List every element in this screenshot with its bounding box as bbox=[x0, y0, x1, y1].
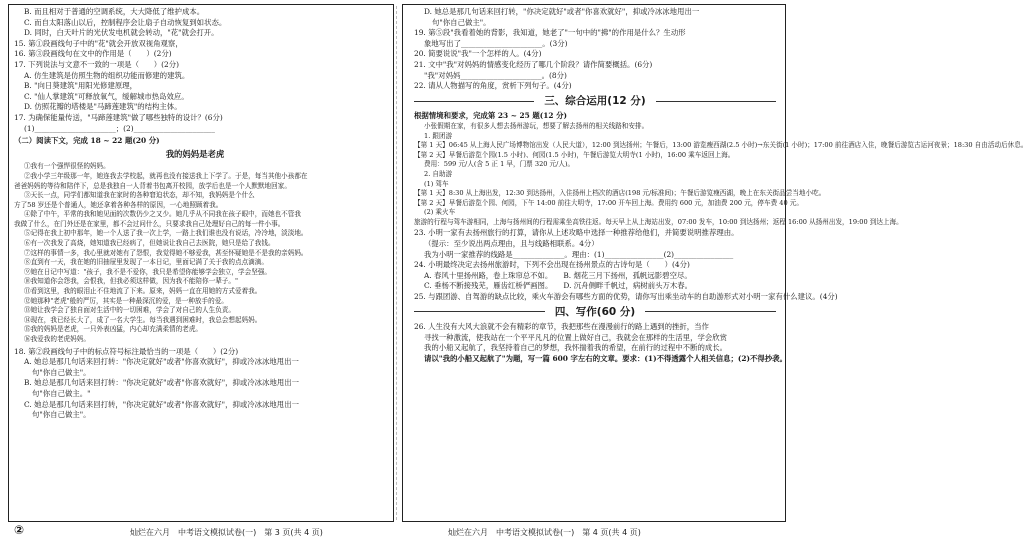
option-row: C. 垂杨不断接残芜，雁齿红桥俨画图。 D. 沉舟侧畔千帆过，病树前头万木春。 bbox=[424, 281, 693, 291]
option-a-cont: 句"你自己做主"。 bbox=[32, 367, 91, 377]
article-paragraph: 方了58 岁还是个普通人，她还拿着各种各样的原因，一心地照顾着我。 bbox=[14, 200, 223, 209]
question-19: 19. 第⑤段"我看着她的背影，我知道，她老了"一句中的"拂"的作用是什么？生动形 bbox=[414, 28, 686, 38]
question-25: 25. 与跟团游、自驾游的缺点比较，乘火车游会有哪些方面的优势，请你写出乘坐动车的自助游形式对小明一家有什么建议。(4分) bbox=[414, 292, 838, 302]
question-18-block bbox=[14, 347, 376, 421]
article-paragraph: ⑬她让我学会了独自面对生活中的一切困难，学会了对自己的人生负责。 bbox=[24, 306, 235, 315]
question-23: 23. 小明一家有去扬州旅行的打算，请你从上述攻略中选择一种推荐给他们，并简要说明推荐理由。 bbox=[414, 228, 739, 238]
question-15: 15. 第①段画线句子中的"花"就会开放双视角观察， bbox=[14, 38, 183, 48]
option-row: A. 春风十里扬州路，卷上珠帘总不如。 B. 烟花三月下扬州，孤帆远影碧空尽。 bbox=[424, 270, 692, 280]
option-d: D. 她总是那几句话来回打转，"你决定就好"或者"你喜欢就好"，抑或冷冰冰地甩出一 bbox=[424, 7, 700, 16]
heading-rule bbox=[645, 311, 776, 312]
section-3-intro: 根据情境和要求，完成第 23 ~ 25 题(12 分) bbox=[414, 111, 567, 121]
option-c: C. "仙人掌建筑"可释放氧气，缓解城市热岛效应。 bbox=[24, 91, 189, 101]
right-page bbox=[414, 7, 1027, 365]
option-b: B. "向日葵建筑"用阳光修建原理， bbox=[24, 81, 138, 91]
text-line: B. 而且相对于普通的空调系统，大大降低了维护成本。 bbox=[24, 7, 205, 16]
section-3-heading bbox=[414, 96, 776, 107]
heading-rule bbox=[656, 101, 776, 102]
question-23-hint: （提示：至少说出两点理由，且与线路相联系。4分） bbox=[424, 239, 599, 249]
left-page bbox=[14, 7, 376, 421]
article-paragraph: ③天长一点，同学们都知道我在家时的各种窘迫状态，却不知，我妈妈是个什么 bbox=[24, 191, 255, 200]
question-17: 17. 下列说法与文意不一致的一项是（ ）(2分) bbox=[14, 59, 179, 69]
option-c-cont: 句"你自己做主"。 bbox=[32, 410, 91, 420]
article-paragraph: ⑦这样的事情一多，我心里就对她有了怨恨，我觉得她不够爱我，甚至怀疑她是不是我的亲妈妈。 bbox=[24, 248, 308, 257]
article-paragraph: ⑧直到有一天，我在她的旧抽屉里发现了一本日记，里面记满了关于我的点点滴滴。 bbox=[24, 258, 268, 267]
article-paragraph: ⑭现在，我已经长大了，成了一名大学生。每当我遇到困难时，我总会想起妈妈。 bbox=[24, 315, 262, 324]
article-paragraph: ②我小学三年级那一年，她连我去学校起，就再也没有接送我上下学了。于是，每当其他小孩都在 bbox=[24, 171, 308, 180]
question-26-task: 请以"我的小船又起航了"为题，写一篇 600 字左右的文章。要求：(1)不得透露个人相关信息；(2)不得抄袭。 bbox=[424, 354, 787, 363]
travel-line: 【第 1 天】8:30 从上海出发，12:30 到达扬州，入住扬州上档次的酒店(198 元/标准间)；午餐后游览瘦西湖，晚上在东关街品尝当地小吃。 bbox=[414, 189, 826, 198]
article-paragraph: ①我有一个强悍很怪的妈妈。 bbox=[24, 162, 110, 171]
article-paragraph: ⑮我的妈妈是老虎，一只外表凶猛，内心却充满柔情的老虎。 bbox=[24, 325, 203, 334]
question-17b: 17. 为确保能量传送，"马蹄莲建筑"做了哪些独特的设计？(6分) bbox=[14, 112, 223, 122]
answer-line: (1)______________________；(2)______________________ bbox=[24, 123, 215, 133]
travel-line: 旅游的行程与驾车游相同，上海与扬州间的行程需乘坐高铁往返。每天早上从上海站出发，07:00 发车，10:00 到达扬州；返程 16:00 从扬州出发，19:00 到达上海。 bbox=[414, 217, 903, 226]
question-26-text: 寻找一种激流，使我站在一个平平凡凡的位置上做好自己，我就会在那样的生活里，学会欣赏 bbox=[424, 332, 728, 342]
question-26-text: 我的小船又起航了，我坚持着自己的梦想，我怀揣着我的希望，在前行的过程中不断的成长。 bbox=[424, 343, 728, 353]
question-21: 21. 文中"我"对妈妈的情感变化经历了哪几个阶段？请作简要概括。(6分) bbox=[414, 59, 653, 69]
travel-material bbox=[414, 121, 1027, 228]
heading-rule bbox=[414, 311, 545, 312]
travel-line: 【第 2 天】早餐后游览个园、何园，下午 14:00 前往大明寺，17:00 开车回上海。费用约 600 元，加油费 200 元，停车费 40 元。 bbox=[414, 198, 803, 207]
article-paragraph: 我做了什么，在门外还是在家里，都不会过问什么，只要求我自己处理好自己的每一件小事。 bbox=[14, 219, 285, 228]
question-25-block bbox=[414, 292, 838, 303]
left-footer: 灿烂在六月 中考语文模拟试卷(一) 第 3 页(共 4 页) bbox=[130, 528, 323, 537]
section-4-title: 四、写作(60 分) bbox=[554, 305, 636, 318]
answer-line: 象地写出了______________________。(3分) bbox=[424, 38, 568, 48]
article-body bbox=[14, 162, 376, 344]
text-line: D. 同时，白天叶片的光伏发电机就会转动，"花"就会打开。 bbox=[24, 28, 219, 38]
reading-section-label: （二）阅读下文，完成 18 ~ 22 题(20 分) bbox=[14, 136, 160, 146]
question-23-block bbox=[414, 228, 776, 260]
heading-rule bbox=[414, 101, 534, 102]
article-paragraph: ⑨她在日记中写道："孩子，我不是不爱你，我只是希望你能够学会独立，学会坚强。 bbox=[24, 267, 271, 276]
travel-line: 1. 跟团游 bbox=[424, 131, 453, 140]
article-paragraph: ⑩我知道你会怨我，会恨我，但我必须这样做，因为我不能陪你一辈子。" bbox=[24, 277, 239, 286]
option-b-cont: 句"你自己做主。" bbox=[32, 388, 91, 398]
travel-line: (2) 乘火车 bbox=[424, 208, 456, 217]
question-18: 18. 第②段画线句子中的标点符号标注最恰当的一项是（ ）(2分) bbox=[14, 346, 239, 356]
travel-line: 费用：599 元/人(含 5 正 1 早，门票 320 元/人)。 bbox=[424, 160, 575, 169]
question-24: 24. 小明最终决定去扬州旅游时，下列不会出现在扬州景点的古诗句是（ ）(4分) bbox=[414, 260, 690, 270]
option-a: A. 仿生建筑是仿照生物的组织功能而修建的建筑。 bbox=[24, 70, 190, 80]
article-paragraph: ⑥有一次我发了高烧，她知道我已经病了，但她说让我自己去医院，她只是给了我钱。 bbox=[24, 239, 275, 248]
option-a: A. 她总是那几句话来回打转："你决定就好"或者"你喜欢就好"，抑或冷冰冰地甩出一 bbox=[24, 357, 299, 367]
section-3-title: 三、综合运用(12 分) bbox=[544, 94, 646, 107]
question-20: 20. 简要说说"我"一个怎样的人。(4分) bbox=[414, 49, 542, 59]
travel-line: (1) 驾车 bbox=[424, 179, 449, 188]
travel-line: 【第 2 天】早餐后游览个园(1.5 小时)、何园(1.5 小时)，午餐后游览大明寺(1 小时)，16:00 乘车返回上海。 bbox=[414, 150, 735, 159]
left-question-block bbox=[14, 7, 376, 134]
question-26-block bbox=[414, 322, 787, 364]
question-22: 22. 请从人物描写的角度，赏析下列句子。(4分) bbox=[414, 81, 572, 91]
option-c: C. 她总是那几句话来回打转，"你决定就好"或者"你喜欢就好"，抑或冷冰冰地甩出一 bbox=[24, 399, 299, 409]
option-b: B. 她总是那几句话来回打转："你决定就好"或者"你喜欢就好"，抑或冷冰冰地甩出一 bbox=[24, 378, 300, 388]
answer-line: 我为小明一家推荐的线路是______________。理由：(1)________________(2)________________ bbox=[424, 249, 734, 259]
question-24-block bbox=[414, 260, 776, 292]
travel-line: 【第 1 天】06:45 从上海人民广场博物馆出发（人民大道），12:00 到达扬州；午餐后，13:00 游览瘦西湖(2.5 小时)→东关街(1 小时)；17:00 前往酒店入住，晚餐后游览古运河夜景；18:30 自由活动后休息。 bbox=[414, 141, 1027, 150]
answer-line: "我"对妈妈______________________。(8分) bbox=[424, 70, 567, 80]
article-title: 我的妈妈是老虎 bbox=[165, 148, 225, 159]
page-gutter bbox=[396, 6, 397, 520]
travel-line: 2. 自助游 bbox=[424, 169, 453, 178]
question-26: 26. 人生没有大风大浪就不会有精彩的章节，我把那些在漫漫前行的路上遇到的挫折，当作 bbox=[414, 322, 709, 332]
right-question-block bbox=[414, 7, 776, 92]
option-d-cont: 句"你自己做主"。 bbox=[432, 17, 491, 27]
article-paragraph: ④除了中午，平常的我和她见面的次数仍少之又少。她几乎从不同我在孩子眼中，而她也不管我 bbox=[24, 210, 301, 219]
right-footer: 灿烂在六月 中考语文模拟试卷(一) 第 4 页(共 4 页) bbox=[448, 528, 641, 537]
question-16: 16. 第③段画线句在文中的作用是（ ）(2分) bbox=[14, 49, 172, 59]
text-line: C. 而自太阳落山以后，控制程序会让扇子自动恢复到如状态。 bbox=[24, 17, 227, 27]
travel-intro: 小张假期在家，有很多人想去扬州游玩，想要了解去扬州的相关线路和安排。 bbox=[424, 121, 649, 130]
article-paragraph: ⑯我爱我的老虎妈妈。 bbox=[24, 335, 90, 343]
section-4-heading bbox=[414, 307, 776, 318]
page-number-badge: ② bbox=[14, 523, 25, 537]
article-paragraph: ⑤记得在我上初中那年，她一个人送了我一次上学，一路上我们谁也没有说话，冷冷地，淡淡地。 bbox=[24, 229, 308, 238]
article-paragraph: 爸爸妈妈的等待和陪伴下，总是我独自一人背着书包离开校园，放学后也是一个人默默地回家。 bbox=[14, 181, 291, 190]
option-d: D. 仿照花瓣的塔楼是"马蹄莲建筑"的结构主体。 bbox=[24, 102, 182, 112]
article-paragraph: ⑪看到这里，我的眼泪止不住地流了下来。原来，妈妈一直在用她的方式爱着我。 bbox=[24, 287, 262, 296]
article-paragraph: ⑫她那种"老虎"般的严厉，其实是一种最深沉的爱，是一种放手的爱。 bbox=[24, 296, 228, 305]
